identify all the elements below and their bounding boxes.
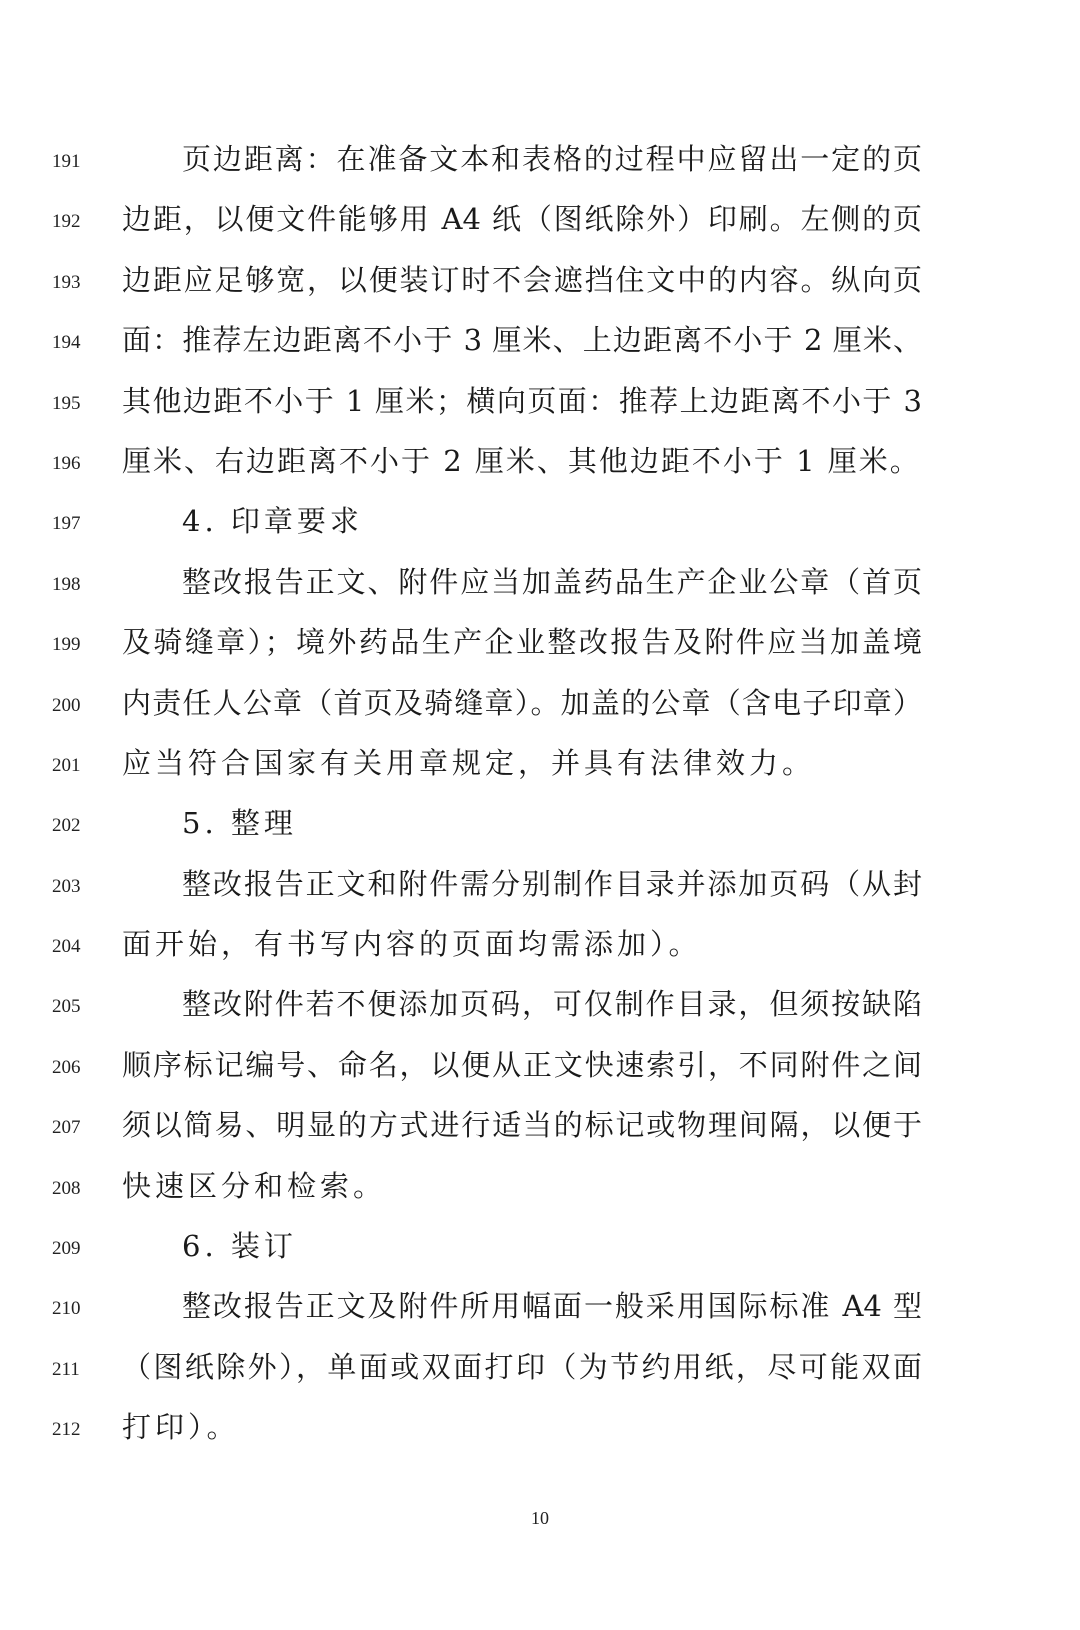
line-number: 195 [52,392,81,414]
document-line [0,676,1080,736]
document-line [0,736,1080,796]
document-body [0,132,1080,1461]
document-line [0,857,1080,917]
line-text: 面开始，有书写内容的页面均需添加）。 [122,927,702,962]
line-number: 191 [52,151,81,172]
line-number: 199 [52,634,81,656]
line-text: 打印）。 [122,1410,240,1445]
document-line [0,796,1080,856]
line-number: 196 [52,452,81,474]
line-text: 4. 印章要求 [182,504,363,539]
line-text: 边距，以便文件能够用 A4 纸（图纸除外）印刷。左侧的页 [122,202,922,237]
document-line [0,977,1080,1037]
line-number: 192 [52,211,81,233]
document-line [0,1098,1080,1158]
document-line [0,1400,1080,1460]
line-number: 211 [52,1358,80,1380]
line-number: 197 [52,513,81,535]
line-text: 须以简易、明显的方式进行适当的标记或物理间隔，以便于 [122,1108,922,1143]
document-line [0,1038,1080,1098]
line-number: 202 [52,815,81,837]
line-text: 整改报告正文及附件所用幅面一般采用国际标准 A4 型 [182,1289,922,1324]
document-line [0,1279,1080,1339]
line-number: 200 [52,694,81,716]
line-text: 整改报告正文和附件需分别制作目录并添加页码（从封 [182,866,922,901]
document-line [0,374,1080,434]
document-line [0,917,1080,977]
page-number: 10 [531,1508,549,1528]
line-text: 6. 装订 [182,1229,297,1264]
line-number: 206 [52,1056,81,1078]
line-number: 209 [52,1238,81,1260]
document-line [0,555,1080,615]
line-number: 212 [52,1419,81,1441]
document-line [0,434,1080,494]
line-number: 208 [52,1177,81,1199]
document-line [0,253,1080,313]
line-text: 应当符合国家有关用章规定，并具有法律效力。 [122,745,816,780]
line-number: 198 [52,573,81,595]
line-text: （图纸除外），单面或双面打印（为节约用纸，尽可能双面 [122,1349,922,1384]
line-number: 205 [52,996,81,1018]
line-number: 203 [52,875,81,897]
document-line [0,132,1080,192]
line-text: 其他边距不小于 1 厘米；横向页面：推荐上边距离不小于 3 [122,383,922,418]
line-text: 5. 整理 [182,806,297,841]
line-number: 194 [52,332,81,354]
line-text: 边距应足够宽，以便装订时不会遮挡住文中的内容。纵向页 [122,262,922,297]
line-number: 193 [52,271,81,293]
document-line [0,192,1080,252]
document-line [0,1159,1080,1219]
document-line [0,1219,1080,1279]
line-text: 厘米、右边距离不小于 2 厘米、其他边距不小于 1 厘米。 [122,443,921,478]
line-text: 整改报告正文、附件应当加盖药品生产企业公章（首页 [182,564,922,599]
document-line [0,313,1080,373]
line-text: 及骑缝章）；境外药品生产企业整改报告及附件应当加盖境 [122,625,922,660]
document-line [0,615,1080,675]
line-text: 整改附件若不便添加页码，可仅制作目录，但须按缺陷 [182,987,922,1022]
line-text: 快速区分和检索。 [122,1168,387,1203]
line-number: 207 [52,1117,81,1139]
document-line [0,494,1080,554]
line-text: 顺序标记编号、命名，以便从正文快速索引，不同附件之间 [122,1047,922,1082]
line-text: 页边距离：在准备文本和表格的过程中应留出一定的页 [182,142,922,176]
line-text: 内责任人公章（首页及骑缝章）。加盖的公章（含电子印章） [122,685,922,720]
line-number: 201 [52,754,81,776]
line-number: 204 [52,936,81,958]
document-line [0,1340,1080,1400]
line-text: 面：推荐左边距离不小于 3 厘米、上边距离不小于 2 厘米、 [122,323,922,358]
line-number: 210 [52,1298,81,1320]
